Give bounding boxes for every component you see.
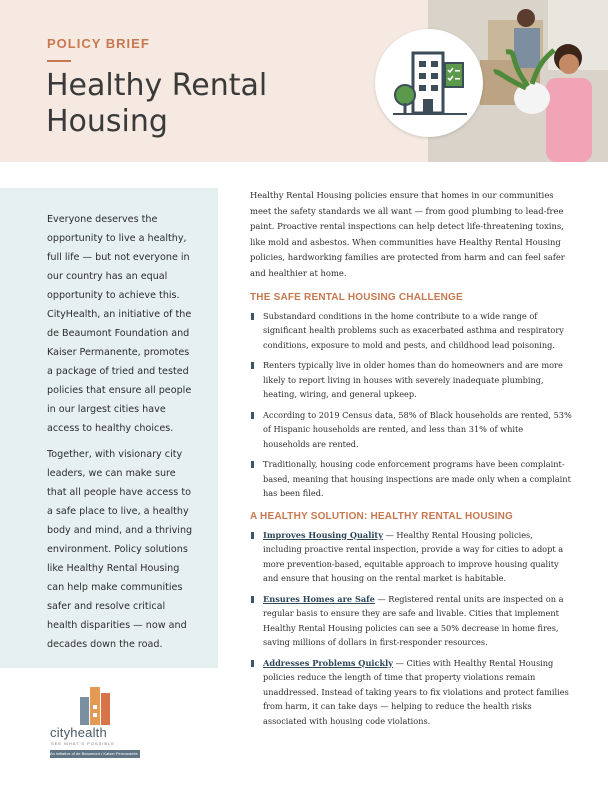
- header-band: [0, 0, 428, 162]
- bullet-icon: [251, 596, 254, 603]
- list-item: Addresses Problems Quickly — Cities with Healthy Rental Housing policies reduce the length of time that property violations remain unaddressed. Instead of taking years to fix violations and protect families from harm, it can take days — helping to reduce the health risks associated with housing code violations.: [250, 656, 572, 729]
- bullet-icon: [251, 362, 254, 369]
- list-item: Traditionally, housing code enforcement programs have been complaint-based, meaning that housing inspections are made only when a complaint has been filed.: [250, 457, 572, 501]
- solution-lead: Ensures Homes are Safe: [263, 593, 375, 604]
- logo-wordmark: cityhealth: [50, 725, 107, 740]
- checklist-icon: [445, 63, 463, 87]
- sidebar-paragraph-1: Everyone deserves the opportunity to live a healthy, full life — but not everyone in our country has an equal opportunity to achieve this. CityHealth, an initiative of the de Beaumont Foundation and Kaiser Permanente, promotes a package of tried and tested policies that ensure all people in our largest cities have access to healthy choices.: [47, 214, 192, 434]
- logo-tagline: SEE WHAT'S POSSIBLE: [51, 741, 115, 746]
- solution-list: [250, 528, 572, 729]
- challenge-heading: THE SAFE RENTAL HOUSING CHALLENGE: [250, 291, 463, 303]
- list-item: Ensures Homes are Safe — Registered rental units are inspected on a regular basis to ensure they are safe and livable. Cities that implement Healthy Rental Housing policies can see a 50% decrease in home fires, saving millions of dollars in first-responder resources.: [250, 592, 572, 650]
- bullet-icon: [251, 660, 254, 667]
- housing-icon-badge: [375, 29, 483, 137]
- list-item: Renters typically live in older homes than do homeowners and are more likely to report living in houses with severely inadequate plumbing, heating, wiring, and general upkeep.: [250, 358, 572, 402]
- main-column: [250, 188, 572, 738]
- intro-paragraph: Healthy Rental Housing policies ensure that homes in our communities meet the safety standards we all want — from good plumbing to lead-free paint. Proactive rental inspections can help detect life-threatening toxins, like mold and asbestos. When communities have Healthy Rental Housing policies, hardworking families are protected from harm and can feel safer and healthier at home.: [250, 190, 565, 278]
- logo-mark-icon: [76, 683, 116, 725]
- solution-lead: Improves Housing Quality: [263, 529, 383, 540]
- bullet-icon: [251, 532, 254, 539]
- list-item: Substandard conditions in the home contribute to a wide range of significant health problems such as exacerbated asthma and respiratory conditions, exposure to mold and pests, and childhood lead poisoning.: [250, 309, 572, 353]
- kicker-divider: [47, 60, 71, 62]
- cityhealth-logo: [48, 683, 148, 763]
- challenge-list: [250, 309, 572, 501]
- solution-lead: Addresses Problems Quickly: [263, 657, 394, 668]
- policy-brief-kicker: POLICY BRIEF: [47, 36, 150, 51]
- bullet-icon: [251, 461, 254, 468]
- logo-partner-bar: An initiative of de Beaumont • Kaiser Permanente: [50, 750, 140, 758]
- list-item: According to 2019 Census data, 58% of Black households are rented, 53% of Hispanic households are rented, and less than 31% of white households are rented.: [250, 408, 572, 452]
- page-title: Healthy Rental Housing: [46, 68, 268, 139]
- building-icon: [413, 53, 443, 113]
- bullet-icon: [251, 313, 254, 320]
- list-item: Improves Housing Quality — Healthy Rental Housing policies, including proactive rental inspection, provide a way for cities to adopt a more prevention-based, equitable approach to improve housing quality and ensure that housing on the rental market is habitable.: [250, 528, 572, 586]
- bullet-icon: [251, 412, 254, 419]
- sidebar-paragraph-2: Together, with visionary city leaders, we can make sure that all people have access to a safe place to live, a healthy body and mind, and a thriving environment. Policy solutions like Healthy Rental Housing can help make communities safer and resolve critical health disparities — now and decades down the road.: [47, 449, 193, 650]
- solution-heading: A HEALTHY SOLUTION: HEALTHY RENTAL HOUSING: [250, 510, 514, 522]
